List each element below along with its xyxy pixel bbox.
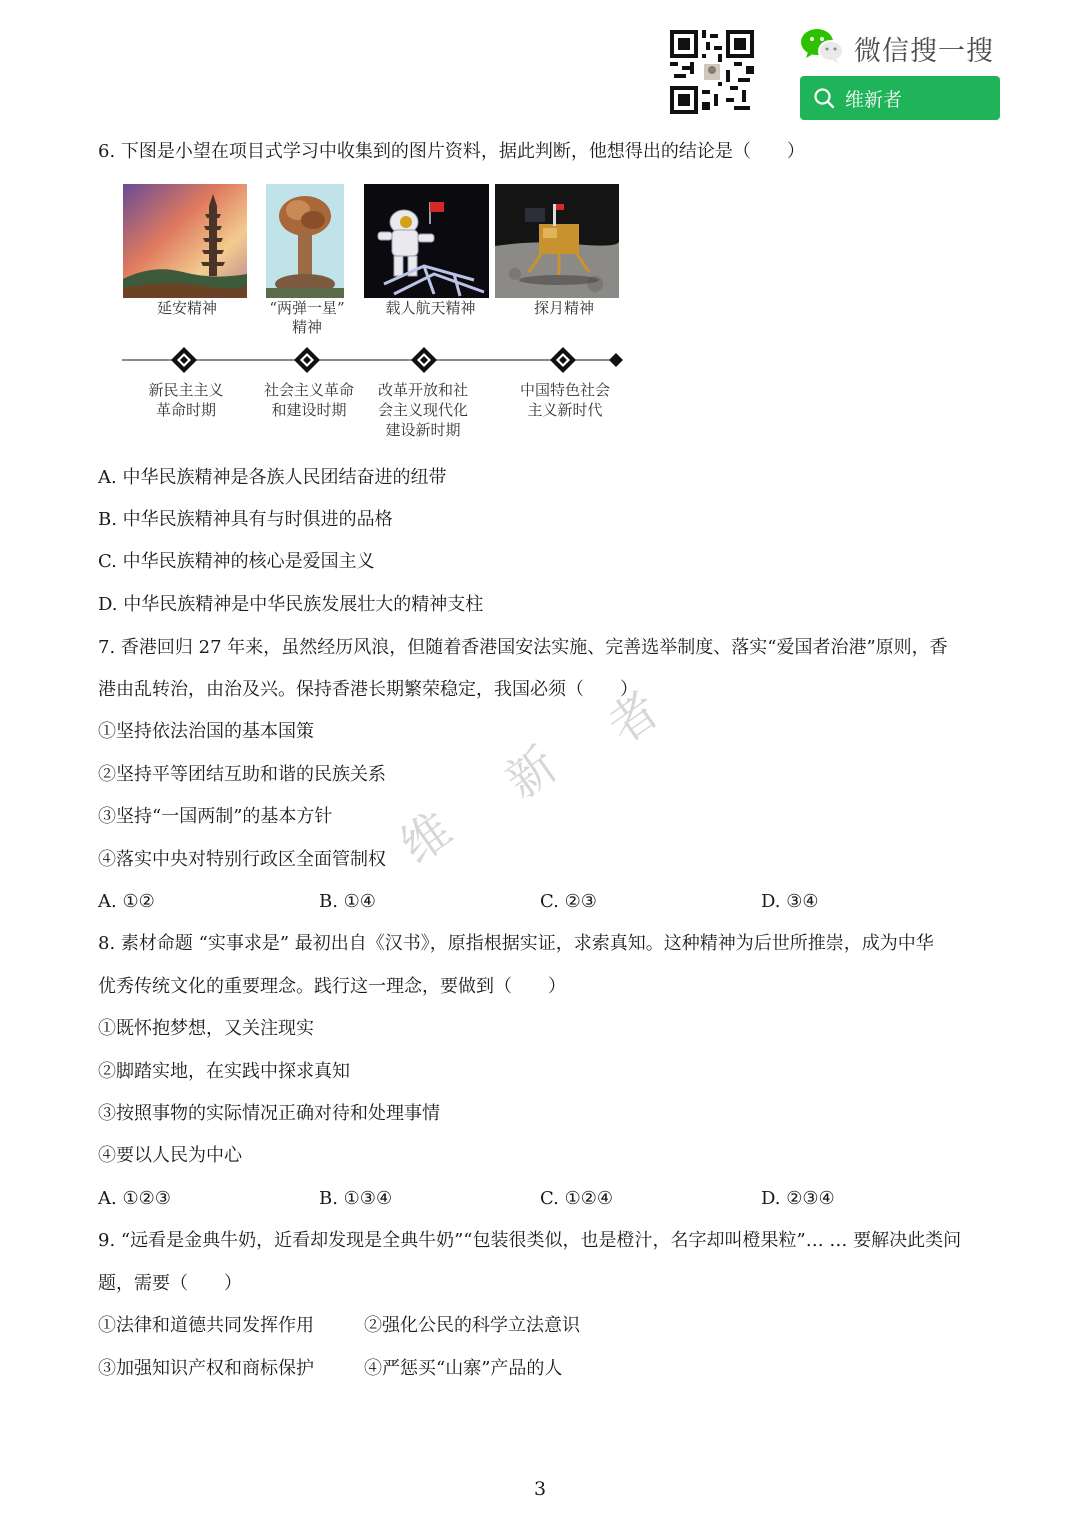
q8-item-2: ②脚踏实地，在实践中探求真知 — [98, 1061, 350, 1082]
watermark-char-3: 者 — [597, 681, 670, 755]
search-icon — [813, 87, 835, 109]
q8-item-1: ①既怀抱梦想，又关注现实 — [98, 1018, 314, 1039]
q9-item-1: ①法律和道德共同发挥作用 — [98, 1315, 314, 1336]
q6-option-b: B. 中华民族精神具有与时俱进的品格 — [98, 509, 393, 530]
watermark-char-2: 新 — [495, 736, 568, 810]
q8-option-b: B. ①③④ — [319, 1188, 393, 1209]
caption-moon: 探月精神 — [533, 299, 594, 317]
q9-item-4: ④严惩买“山寨”产品的人 — [364, 1358, 563, 1379]
q6-option-d: D. 中华民族精神是中华民族发展壮大的精神支柱 — [98, 594, 484, 615]
qr-code — [670, 30, 754, 114]
q7-stem-line2: 港由乱转治，由治及兴。保持香港长期繁荣稳定，我国必须（ ） — [98, 679, 638, 700]
period-reform-opening: 改革开放和社 会主义现代化 建设新时期 — [377, 381, 468, 439]
q9-item-3: ③加强知识产权和商标保护 — [98, 1358, 314, 1379]
q8-stem-line2: 优秀传统文化的重要理念。践行这一理念，要做到（ ） — [98, 976, 566, 997]
wechat-search-button[interactable] — [800, 76, 1000, 120]
search-label: 维新者 — [845, 88, 903, 111]
q8-item-4: ④要以人民为中心 — [98, 1145, 242, 1166]
q9-stem-line1: 9. “远看是金典牛奶，近看却发现是全典牛奶”“包装很类似，也是橙汁，名字却叫橙果粒”… … 要解决此类问 — [98, 1230, 962, 1251]
q7-item-1: ①坚持依法治国的基本国策 — [98, 721, 314, 742]
brand-title: 微信搜一搜 — [854, 35, 994, 67]
mushroom-cloud-image — [266, 184, 344, 298]
q7-item-2: ②坚持平等团结互助和谐的民族关系 — [98, 764, 386, 785]
q9-stem-line2: 题，需要（ ） — [98, 1273, 242, 1294]
wechat-icon — [800, 27, 844, 69]
period-new-democratic: 新民主主义 革命时期 — [148, 381, 224, 419]
period-socialist-construction: 社会主义革命 和建设时期 — [263, 381, 354, 419]
q8-option-a: A. ①②③ — [98, 1188, 171, 1209]
q8-item-3: ③按照事物的实际情况正确对待和处理事情 — [98, 1103, 440, 1124]
q6-option-c: C. 中华民族精神的核心是爱国主义 — [98, 551, 375, 572]
q7-item-4: ④落实中央对特别行政区全面管制权 — [98, 849, 386, 870]
caption-yanan: 延安精神 — [156, 299, 217, 317]
lunar-lander-image — [495, 184, 619, 298]
brand — [800, 26, 994, 70]
timeline — [122, 345, 627, 375]
q6-option-a: A. 中华民族精神是各族人民团结奋进的纽带 — [98, 467, 447, 488]
timeline-marker — [171, 347, 197, 373]
q7-option-b: B. ①④ — [319, 891, 376, 912]
q7-item-3: ③坚持“一国两制”的基本方针 — [98, 806, 333, 827]
q7-stem-line1: 7. 香港回归 27 年来，虽然经历风浪，但随着香港国安法实施、完善选举制度、落实“爱国者治港”原则，香 — [98, 637, 948, 658]
period-new-era: 中国特色社会 主义新时代 — [519, 381, 610, 419]
astronaut-spacewalk-image — [364, 184, 489, 298]
q8-option-c: C. ①②④ — [540, 1188, 613, 1209]
q7-option-c: C. ②③ — [540, 891, 597, 912]
q6-stem: 6. 下图是小望在项目式学习中收集到的图片资料，据此判断，他想得出的结论是（ ） — [98, 141, 805, 162]
q7-option-a: A. ①② — [98, 891, 155, 912]
caption-space: 载人航天精神 — [385, 299, 476, 317]
watermark-char-1: 维 — [390, 801, 463, 875]
yanan-pagoda-image — [123, 184, 247, 298]
caption-two-bombs: “两弹一星” 精神 — [269, 299, 345, 336]
page-number: 3 — [533, 1478, 547, 1500]
q8-stem-line1: 8. 素材命题 “实事求是” 最初出自《汉书》，原指根据实证，求索真知。这种精神为后世所推崇，成为中华 — [98, 933, 934, 954]
q9-item-2: ②强化公民的科学立法意识 — [364, 1315, 580, 1336]
q8-option-d: D. ②③④ — [761, 1188, 835, 1209]
q7-option-d: D. ③④ — [761, 891, 819, 912]
